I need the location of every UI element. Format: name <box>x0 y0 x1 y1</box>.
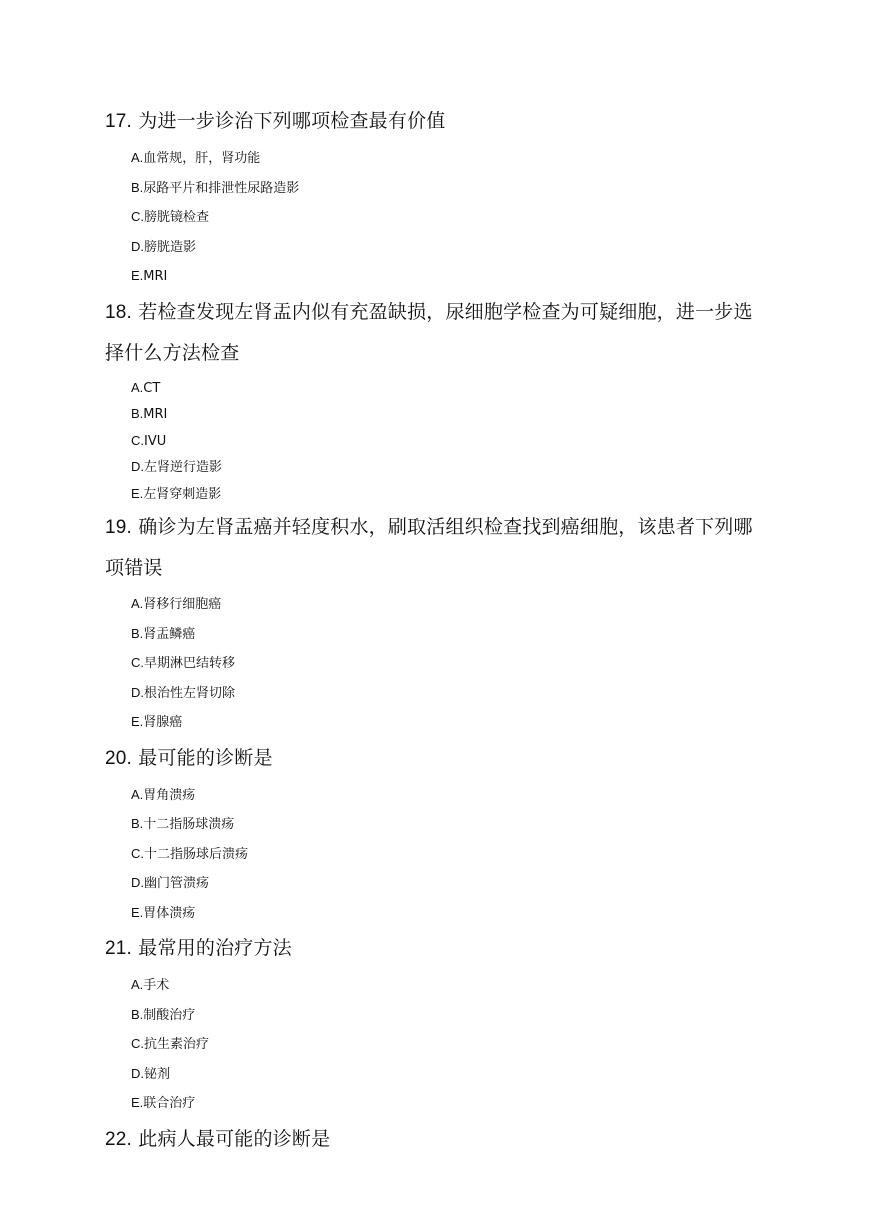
question-stem <box>105 292 765 373</box>
question-18 <box>105 292 765 508</box>
option-d: D.左肾逆行造影 <box>131 459 223 475</box>
option-c: C.十二指肠球后溃疡 <box>131 845 249 862</box>
question-22 <box>105 1119 765 1160</box>
option-a: A.胃角溃疡 <box>131 786 196 803</box>
option-b: B.十二指肠球溃疡 <box>131 816 235 832</box>
option-b: B.MRI <box>131 406 168 422</box>
question-number: 17. <box>105 111 133 132</box>
option-e: E.胃体溃疡 <box>131 904 196 921</box>
option-a: A.肾移行细胞癌 <box>131 596 222 612</box>
question-text: 为进一步诊治下列哪项检查最有价值 <box>138 110 446 132</box>
question-number: 22. <box>105 1128 133 1150</box>
option-list <box>105 781 765 929</box>
option-e: E.肾腺癌 <box>131 714 183 730</box>
question-stem <box>105 507 765 588</box>
option-list <box>105 971 765 1119</box>
question-number: 18. <box>105 301 133 323</box>
option-b: B.尿路平片和排泄性尿路造影 <box>131 179 300 196</box>
option-e: E.MRI <box>131 268 168 284</box>
option-e: E.联合治疗 <box>131 1095 196 1111</box>
option-list <box>105 144 765 292</box>
question-21 <box>105 928 765 1119</box>
option-c: C.早期淋巴结转移 <box>131 655 236 671</box>
option-d: D.膀胱造影 <box>131 238 197 255</box>
option-d: D.根治性左肾切除 <box>131 684 236 701</box>
option-c: C.抗生素治疗 <box>131 1036 210 1052</box>
option-b: B.制酸治疗 <box>131 1006 196 1023</box>
question-text: 若检查发现左肾盂内似有充盈缺损，尿细胞学检查为可疑细胞，进一步选择什么方法检查 <box>105 300 753 364</box>
option-c: C.膀胱镜检查 <box>131 209 210 225</box>
question-text: 最可能的诊断是 <box>138 746 273 769</box>
option-a: A.CT <box>131 379 161 396</box>
question-stem <box>105 928 765 969</box>
option-e: E.左肾穿刺造影 <box>131 485 222 502</box>
question-list <box>105 101 765 1160</box>
option-a: A.手术 <box>131 977 170 993</box>
question-number: 19. <box>105 517 133 538</box>
option-list <box>105 590 765 738</box>
question-17 <box>105 101 765 292</box>
option-b: B.肾盂鳞癌 <box>131 625 196 642</box>
option-d: D.幽门管溃疡 <box>131 875 210 891</box>
question-19 <box>105 507 765 738</box>
option-a: A.血常规，肝，肾功能 <box>131 150 261 166</box>
question-text: 此病人最可能的诊断是 <box>138 1127 331 1150</box>
option-c: C.IVU <box>131 432 167 449</box>
option-list <box>105 375 765 508</box>
question-stem <box>105 101 765 142</box>
question-20 <box>105 738 765 929</box>
option-d: D.铋剂 <box>131 1065 171 1082</box>
question-stem <box>105 738 765 779</box>
question-text: 确诊为左肾盂癌并轻度积水，刷取活组织检查找到癌细胞，该患者下列哪项错误 <box>105 516 753 579</box>
question-number: 21. <box>105 938 133 959</box>
question-stem <box>105 1119 765 1160</box>
question-number: 20. <box>105 747 133 769</box>
question-text: 最常用的治疗方法 <box>138 937 292 959</box>
